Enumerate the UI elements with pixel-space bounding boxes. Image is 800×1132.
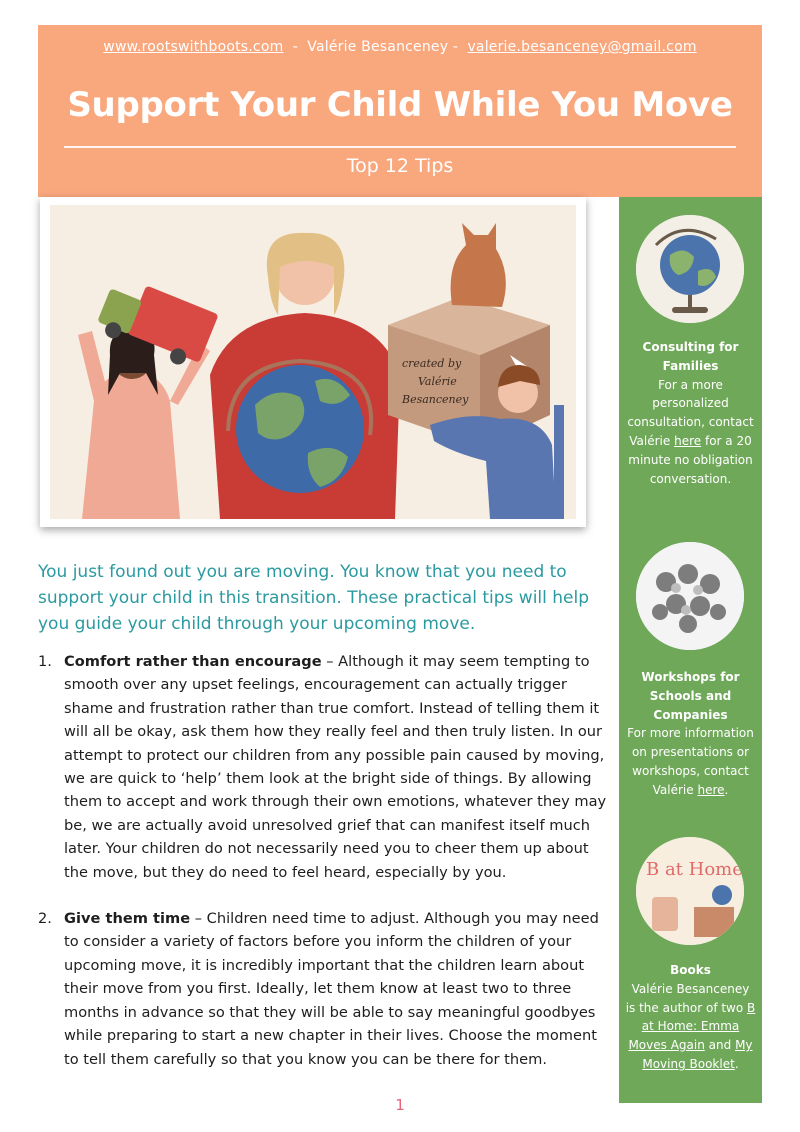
workshops-block (625, 668, 756, 800)
tip-item (38, 650, 608, 884)
page-title: Support Your Child While You Move (67, 85, 733, 125)
consulting-block (625, 338, 756, 488)
signature-line3: Besanceney (402, 393, 469, 406)
books-text-before: Valérie Besanceney is the author of two (625, 981, 750, 1015)
books-text-after: . (734, 1056, 739, 1071)
consulting-text-after: for a 20 minute no obligation conversation. (628, 433, 753, 486)
globe-stand-icon (636, 215, 744, 323)
book-cover-icon (636, 837, 744, 945)
intro-paragraph: You just found out you are moving. You know that you need to support your child in this transition. These practical tips will help you guide your child through your upcoming move. (38, 562, 590, 634)
books-connector: and (708, 1038, 732, 1053)
header-banner (38, 25, 762, 197)
books-text (625, 980, 756, 1074)
consulting-here-link[interactable]: here (674, 433, 702, 448)
signature-line2: Valérie (418, 375, 457, 388)
consulting-heading: Consulting for Families (642, 340, 739, 373)
consulting-image (636, 215, 744, 323)
globe-icon (236, 365, 364, 493)
tip-body: – Children need time to adjust. Although you may need to consider a variety of factors before you inform the children of your upcoming move, it is incredibly important that the children learn about their move from you first. Ideally, let them know at least two to three months in advance so that they will be able to say meaningful goodbyes while preparing to start a new chapter in their lives. Choose the moment to tell them carefully so that you know you can be there for them. (64, 910, 599, 1068)
workshops-here-link[interactable]: here (697, 782, 725, 797)
book-link-b-at-home[interactable]: B at Home: Emma Moves Again (628, 1000, 756, 1053)
page-subtitle: Top 12 Tips (346, 155, 454, 177)
signature-line1: created by (402, 357, 462, 370)
contact-separator: - (448, 39, 468, 55)
workshops-heading: Workshops for Schools and Companies (641, 670, 740, 722)
website-link[interactable]: www.rootswithboots.com (103, 39, 284, 55)
tip-title: Give them time (64, 910, 191, 928)
book-cover-image (636, 837, 744, 945)
tip-number: 1. (38, 653, 52, 670)
email-link[interactable]: valerie.besanceney@gmail.com (467, 39, 697, 55)
workshops-text-after: . (724, 782, 729, 797)
books-heading: Books (670, 963, 711, 977)
author-name: Valérie Besanceney (307, 39, 449, 55)
tips-list (38, 650, 608, 1094)
main-illustration (40, 197, 586, 527)
tip-title: Comfort rather than encourage (64, 653, 322, 670)
tip-item (38, 907, 608, 1071)
workshops-text (625, 724, 756, 799)
workshops-text-before: For more information on presentations or workshops, contact Valérie (627, 726, 754, 797)
workshop-group-icon (636, 542, 744, 650)
contact-separator: - (283, 39, 308, 55)
tip-number: 2. (38, 910, 52, 928)
book-link-moving-booklet[interactable]: My Moving Booklet (642, 1038, 753, 1071)
consulting-text-before: For a more personalized consultation, contact Valérie (627, 377, 754, 448)
books-block (625, 961, 756, 1074)
tip-body: – Although it may seem tempting to smooth over any upset feelings, encouragement can actually trigger shame and frustration rather than true comfort. Instead of telling them it will all be okay, ask them how they really feel and then truly listen. In our attempt to protect our children from any possible pain caused by moving, we are quick to ‘help’ them look at the bright side of things. By allowing them to accept and work through their own emotions, whatever they may be, we are actually avoid unresolved grief that can manifest itself much later. Your children do not necessarily need you to cheer them up about the move, but they do need to feel heard, especially by you. (64, 653, 607, 881)
consulting-text (625, 376, 756, 489)
page-number: 1 (395, 1096, 405, 1114)
sidebar (619, 197, 762, 1103)
header-divider (64, 146, 736, 148)
book-cover-title: B at Home (646, 859, 743, 880)
contact-line (38, 39, 762, 55)
family-moving-illustration (50, 205, 576, 519)
workshops-image (636, 542, 744, 650)
